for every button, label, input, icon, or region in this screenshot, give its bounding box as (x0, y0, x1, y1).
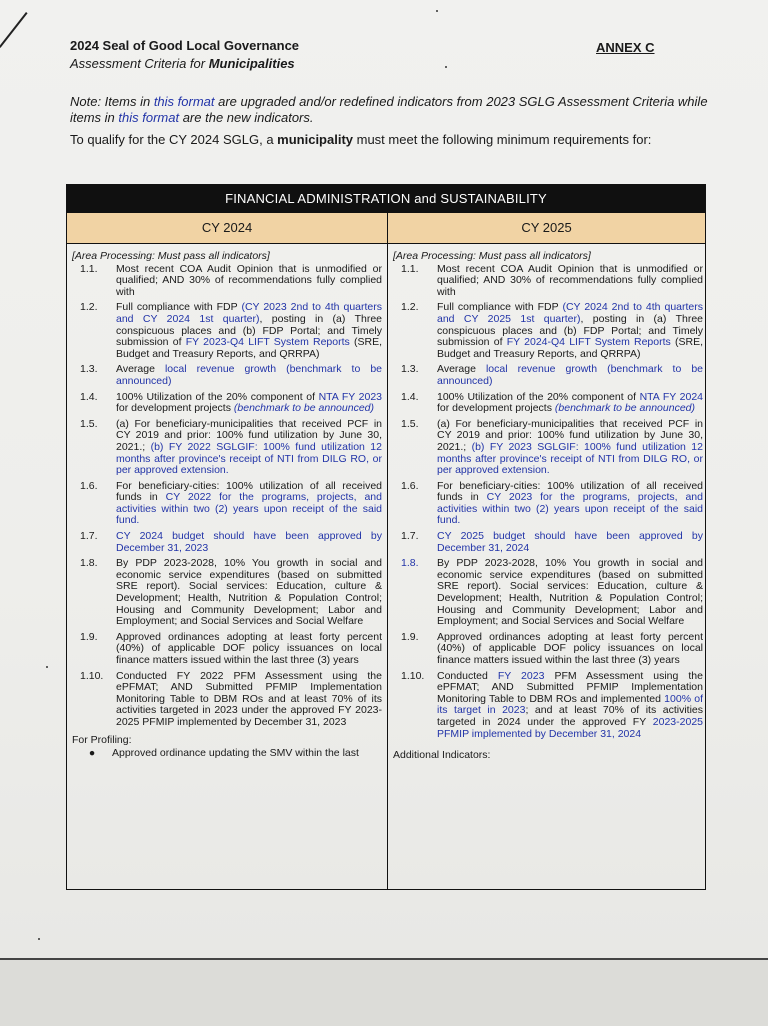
criteria-item (72, 481, 382, 527)
criteria-text: Conducted FY 2022 PFM Assessment using the ePFMAT; AND Submitted PFMIP Implementation Monitoring Table to DBM ROs and at least 70% of its activities targeted in 2023 under the approved FY 2023-2025 PFMIP implemented by December 31, 2023 (116, 669, 382, 728)
criteria-number: 1.8. (401, 557, 419, 570)
criteria-text: Average local revenue growth (benchmark to be announced) (437, 363, 704, 387)
criteria-number: 1.1. (401, 262, 419, 275)
criteria-text: Full compliance with FDP (CY 2024 2nd to 4th quarters and CY 2025 1st quarter), posting in (a) Three conspicuous places and (b) FDP Portal; and Timely submission of FY 2024-Q4 LIFT System Reports (SRE, Budget and Treasury Reports, and QRRPA) (437, 301, 704, 360)
criteria-text: Approved ordinances adopting at least forty percent (40%) of applicable DOF policy issuances on local finance matters issued within the last three (3) years (437, 630, 703, 666)
scan-speck (38, 938, 40, 940)
criteria-number: 1.10. (80, 669, 104, 682)
additional-indicators-label: Additional Indicators: (393, 749, 491, 762)
document-subtitle: Assessment Criteria for Municipalities (70, 56, 295, 71)
criteria-text: By PDP 2023-2028, 10% You growth in social and economic service expenditures (based on submitted SRE report). Social services: Education, culture & Development; Health, Nutrition & Population Control; Housing and Community Development; Labor and Employment; and Social Services and Social Welfare (437, 557, 703, 628)
criteria-item (72, 364, 382, 387)
criteria-item (72, 302, 382, 360)
criteria-number: 1.3. (401, 363, 419, 376)
criteria-number: 1.2. (401, 301, 419, 314)
criteria-number: 1.5. (401, 417, 419, 430)
scan-background (0, 958, 768, 1026)
criteria-text: Approved ordinances adopting at least forty percent (40%) of applicable DOF policy issuances on local finance matters issued within the last three (3) years (116, 630, 382, 666)
criteria-item (72, 392, 382, 415)
year-cy2025: CY 2025 (521, 220, 572, 235)
criteria-text: For beneficiary-cities: 100% utilization of all received funds in CY 2022 for the programs, projects, and activities within two (2) years upon receipt of the said fund. (116, 479, 382, 527)
criteria-item (72, 419, 382, 477)
scan-speck (46, 666, 48, 668)
scan-speck (436, 10, 438, 12)
criteria-text: For beneficiary-cities: 100% utilization of all received funds in CY 2023 for the programs, projects, and activities within two (2) years upon receipt of the said fund. (437, 479, 703, 527)
criteria-text: (a) For beneficiary-municipalities that received PCF in CY 2019 and prior: 100% fund utilization by June 30, 2021.; (b) FY 2023 SGLGIF: 100% fund utilization 12 months after province's receipt of NTI from DILG RO, or per approved extension. (437, 417, 703, 477)
criteria-text: Full compliance with FDP (CY 2023 2nd to 4th quarters and CY 2024 1st quarter), posting in (a) Three conspicuous places and (b) FDP Portal; and Timely submission of FY 2023-Q4 LIFT System Reports (SRE, Budget and Treasury Reports, and QRRPA) (116, 301, 383, 360)
area-processing-note: [Area Processing: Must pass all indicators] (72, 250, 270, 262)
profiling-item: ● Approved ordinance updating the SMV within the last (88, 747, 359, 760)
criteria-number: 1.2. (80, 301, 98, 314)
criteria-number: 1.8. (80, 557, 98, 570)
year-cy2024: CY 2024 (201, 220, 253, 235)
criteria-text: Average local revenue growth (benchmark to be announced) (116, 363, 383, 387)
criteria-table (66, 184, 706, 890)
criteria-text: Conducted FY 2023 PFM Assessment using the ePFMAT; AND Submitted PFMIP Implementation Monitoring Table to DBM ROs and implemented 100% of its target in 2023; and at least 70% of its activities targeted in 2024 under the approved FY 2023-2025 PFMIP implemented by December 31, 2024 (437, 669, 704, 740)
criteria-number: 1.1. (80, 262, 98, 275)
criteria-item (393, 302, 703, 360)
area-processing-note: [Area Processing: Must pass all indicators] (393, 250, 591, 262)
cy2025-column (393, 251, 703, 762)
annex-label: ANNEX C (596, 40, 655, 55)
cy2024-column (72, 251, 382, 760)
criteria-number: 1.4. (401, 390, 419, 403)
criteria-item (393, 531, 703, 554)
document-title: 2024 Seal of Good Local Governance (70, 38, 300, 53)
criteria-item (393, 632, 703, 667)
criteria-item (72, 531, 382, 554)
criteria-text: Most recent COA Audit Opinion that is unmodified or qualified; AND 30% of recommendations fully complied with (437, 262, 703, 298)
criteria-item (393, 558, 703, 628)
criteria-number: 1.6. (401, 479, 419, 492)
format-note: Note: Items in this format are upgraded and/or redefined indicators from 2023 SGLG Assessment Criteria while items in this format are the new indicators. (70, 94, 708, 125)
criteria-number: 1.3. (80, 363, 98, 376)
criteria-item (393, 364, 703, 387)
column-divider (387, 213, 388, 889)
criteria-text: 100% Utilization of the 20% component of NTA FY 2024 for development projects (benchmark to be announced) (437, 390, 704, 415)
criteria-number: 1.6. (80, 479, 98, 492)
criteria-number: 1.9. (401, 630, 419, 643)
criteria-text: CY 2025 budget should have been approved by December 31, 2024 (437, 530, 703, 554)
criteria-number: 1.10. (401, 669, 425, 682)
criteria-item (393, 671, 703, 741)
criteria-number: 1.7. (80, 530, 98, 543)
criteria-text: By PDP 2023-2028, 10% You growth in social and economic service expenditures (based on submitted SRE report). Social services: Education, culture & Development; Health, Nutrition & Population Control; Housing and Community Development; Labor and Employment; and Social Services and Social Welfare (116, 557, 382, 628)
criteria-number: 1.4. (80, 390, 98, 403)
criteria-text: (a) For beneficiary-municipalities that received PCF in CY 2019 and prior: 100% fund utilization by June 30, 2021.; (b) FY 2022 SGLGIF: 100% fund utilization 12 months after province's receipt of NTI from DILG RO, or per approved extension. (116, 417, 382, 477)
criteria-number: 1.9. (80, 630, 98, 643)
criteria-item (72, 671, 382, 729)
criteria-text: CY 2024 budget should have been approved by December 31, 2023 (116, 530, 382, 554)
qualification-statement: To qualify for the CY 2024 SGLG, a municipality must meet the following minimum requirements for: (70, 132, 652, 147)
criteria-item (393, 419, 703, 477)
pen-mark (0, 12, 28, 48)
criteria-number: 1.5. (80, 417, 98, 430)
year-header-row (67, 213, 705, 244)
criteria-item (72, 632, 382, 667)
criteria-item (393, 481, 703, 527)
criteria-number: 1.7. (401, 530, 419, 543)
profiling-label: For Profiling: (72, 733, 132, 746)
criteria-item (393, 392, 703, 415)
table-heading: FINANCIAL ADMINISTRATION and SUSTAINABILITY (67, 185, 705, 213)
criteria-item (393, 264, 703, 299)
scan-speck (445, 66, 447, 68)
criteria-item (72, 264, 382, 299)
criteria-item (72, 558, 382, 628)
criteria-text: Most recent COA Audit Opinion that is unmodified or qualified; AND 30% of recommendations fully complied with (116, 262, 382, 298)
criteria-text: 100% Utilization of the 20% component of NTA FY 2023 for development projects (benchmark to be announced) (116, 390, 383, 415)
